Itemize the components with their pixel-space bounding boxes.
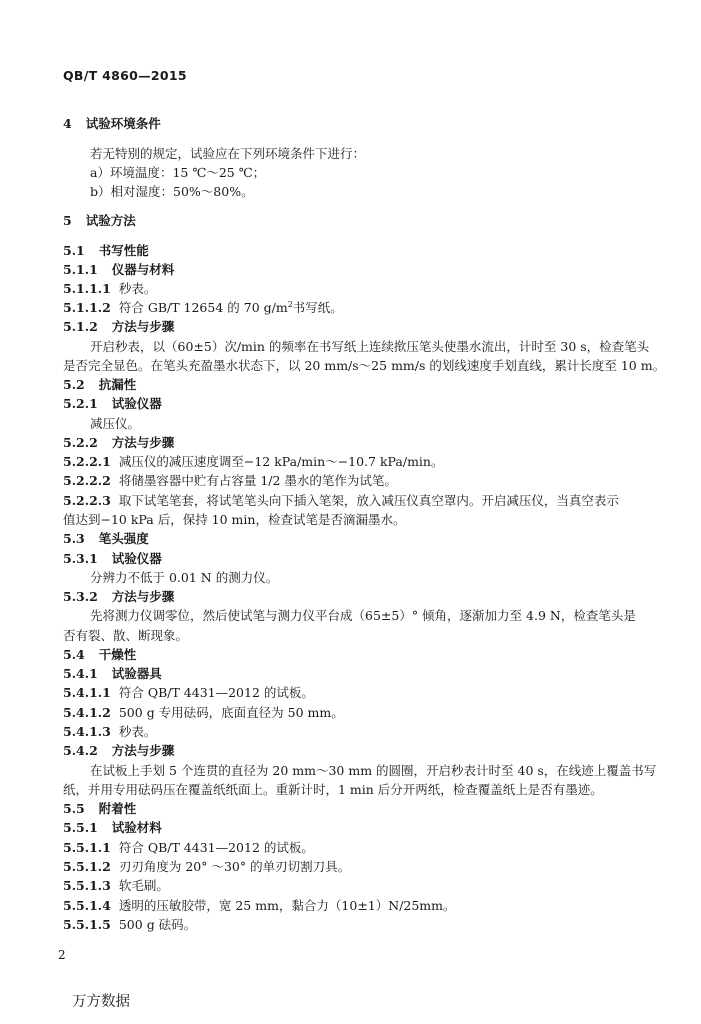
clause-text: 减压仪的减压速度调至−12 kPa/min～−10.7 kPa/min。 <box>118 454 444 469</box>
section-title: 试验仪器 <box>111 396 162 411</box>
clause-number: 5.1.1.1 <box>63 281 111 296</box>
clause-5-5-1-5 <box>63 917 196 933</box>
heading-5-4-1 <box>63 666 162 682</box>
section-title: 试验器具 <box>111 666 162 681</box>
section-number: 5.3.1 <box>63 551 98 566</box>
paragraph-line: 是否完全显色。在笔头充盈墨水状态下，以 20 mm/s～25 mm/s 的划线速度手划直线，累计长度至 10 m。 <box>63 358 666 373</box>
superscript: 2 <box>287 299 293 309</box>
clause-5-4-1-3 <box>63 724 156 740</box>
section-number: 5.5 <box>63 801 85 816</box>
heading-5-4-2 <box>63 743 174 759</box>
clause-5-5-1-1 <box>63 840 314 856</box>
heading-5-5-1 <box>63 820 162 836</box>
clause-number: 5.5.1.4 <box>63 898 111 913</box>
clause-text: 书写纸。 <box>292 300 343 315</box>
section-number: 5.4.2 <box>63 743 98 758</box>
list-item: a）环境温度：15 ℃～25 ℃； <box>90 165 266 180</box>
section-title: 抗漏性 <box>98 377 137 392</box>
section-number: 5.3 <box>63 531 85 546</box>
clause-text: 500 g 专用砝码，底面直径为 50 mm。 <box>118 705 344 720</box>
section-number: 5.1.1 <box>63 262 98 277</box>
paragraph-line: 开启秒表，以（60±5）次/min 的频率在书写纸上连续揿压笔头使墨水流出，计时至 30 s，检查笔头 <box>90 339 650 354</box>
section-title: 附着性 <box>98 801 137 816</box>
clause-number: 5.5.1.3 <box>63 878 111 893</box>
clause-text: 秒表。 <box>118 281 157 296</box>
section-number: 5.4.1 <box>63 666 98 681</box>
heading-5-2-2 <box>63 435 174 451</box>
clause-5-4-1-2 <box>63 705 344 721</box>
clause-text: 将储墨容器中贮有占容量 1/2 墨水的笔作为试笔。 <box>118 473 397 488</box>
clause-5-2-2-2 <box>63 473 397 489</box>
clause-5-1-1-1 <box>63 281 156 297</box>
section-number: 5.2 <box>63 377 85 392</box>
section-title: 试验环境条件 <box>85 116 161 131</box>
section-title: 仪器与材料 <box>111 262 175 277</box>
clause-text: 500 g 砝码。 <box>118 917 197 932</box>
clause-number: 5.1.1.2 <box>63 300 111 315</box>
section-number: 5.3.2 <box>63 589 98 604</box>
clause-number: 5.2.2.1 <box>63 454 111 469</box>
paragraph-line: 否有裂、散、断现象。 <box>63 628 189 643</box>
section-title: 笔头强度 <box>98 531 149 546</box>
standard-code-header: QB/T 4860—2015 <box>63 68 187 83</box>
paragraph-line: 分辨力不低于 0.01 N 的测力仪。 <box>90 570 279 585</box>
clause-5-4-1-1 <box>63 685 314 701</box>
clause-number: 5.4.1.2 <box>63 705 111 720</box>
clause-number: 5.5.1.2 <box>63 859 111 874</box>
clause-text: 符合 GB/T 12654 的 70 g/m <box>118 300 288 315</box>
section-number: 5.4 <box>63 647 85 662</box>
clause-text: 透明的压敏胶带，宽 25 mm，黏合力（10±1）N/25mm。 <box>118 898 456 913</box>
paragraph-line: 在试板上手划 5 个连贯的直径为 20 mm～30 mm 的圆圈，开启秒表计时至 40 s，在线迹上覆盖书写 <box>90 763 657 778</box>
heading-5-3 <box>63 531 149 547</box>
heading-5-2 <box>63 377 136 393</box>
heading-5-3-1 <box>63 551 162 567</box>
section-number: 5.2.2 <box>63 435 98 450</box>
section-title: 方法与步骤 <box>111 435 175 450</box>
heading-5-1-2 <box>63 319 174 335</box>
section-number: 5 <box>63 213 72 228</box>
clause-text: 取下试笔笔套，将试笔笔头向下插入笔架，放入减压仪真空罩内。开启减压仪，当真空表示 <box>118 493 619 508</box>
watermark-text: 万方数据 <box>72 994 130 1010</box>
page-number: 2 <box>58 948 66 962</box>
section-number: 4 <box>63 116 72 131</box>
paragraph-line: 值达到−10 kPa 后，保持 10 min，检查试笔是否滴漏墨水。 <box>63 512 406 527</box>
paragraph-line: 若无特别的规定，试验应在下列环境条件下进行： <box>90 146 366 161</box>
clause-5-1-1-2 <box>63 300 343 316</box>
section-title: 方法与步骤 <box>111 319 175 334</box>
paragraph-line: 减压仪。 <box>90 416 141 431</box>
section-title: 干燥性 <box>98 647 137 662</box>
clause-5-5-1-4 <box>63 898 456 914</box>
clause-number: 5.5.1.5 <box>63 917 111 932</box>
section-title: 试验材料 <box>111 820 162 835</box>
list-item: b）相对湿度：50%～80%。 <box>90 184 254 199</box>
section-number: 5.5.1 <box>63 820 98 835</box>
clause-text: 刃刃角度为 20° ～30° 的单刃切割刀具。 <box>118 859 351 874</box>
section-title: 方法与步骤 <box>111 743 175 758</box>
heading-5-1-1 <box>63 262 174 278</box>
clause-text: 符合 QB/T 4431—2012 的试板。 <box>118 685 314 700</box>
section-title: 试验方法 <box>85 213 136 228</box>
heading-5-1 <box>63 243 149 259</box>
section-number: 5.1 <box>63 243 85 258</box>
section-title: 书写性能 <box>98 243 149 258</box>
clause-5-2-2-1 <box>63 454 443 470</box>
clause-number: 5.4.1.1 <box>63 685 111 700</box>
heading-5-3-2 <box>63 589 174 605</box>
section-title: 试验仪器 <box>111 551 162 566</box>
heading-section-4 <box>63 116 161 132</box>
heading-5-2-1 <box>63 396 162 412</box>
clause-text: 秒表。 <box>118 724 157 739</box>
clause-5-2-2-3 <box>63 493 619 509</box>
clause-number: 5.4.1.3 <box>63 724 111 739</box>
clause-text: 符合 QB/T 4431—2012 的试板。 <box>118 840 314 855</box>
clause-5-5-1-3 <box>63 878 169 894</box>
section-number: 5.1.2 <box>63 319 98 334</box>
clause-text: 软毛刷。 <box>118 878 169 893</box>
clause-number: 5.2.2.3 <box>63 493 111 508</box>
clause-number: 5.5.1.1 <box>63 840 111 855</box>
section-title: 方法与步骤 <box>111 589 175 604</box>
paragraph-line: 纸，并用专用砝码压在覆盖纸纸面上。重新计时，1 min 后分开两纸，检查覆盖纸上是否有墨迹。 <box>63 782 603 797</box>
paragraph-line: 先将测力仪调零位，然后使试笔与测力仪平台成（65±5）° 倾角，逐渐加力至 4.9 N，检查笔头是 <box>90 608 636 623</box>
clause-number: 5.2.2.2 <box>63 473 111 488</box>
heading-5-5 <box>63 801 136 817</box>
clause-5-5-1-2 <box>63 859 350 875</box>
heading-5-4 <box>63 647 136 663</box>
heading-section-5 <box>63 213 136 229</box>
section-number: 5.2.1 <box>63 396 98 411</box>
